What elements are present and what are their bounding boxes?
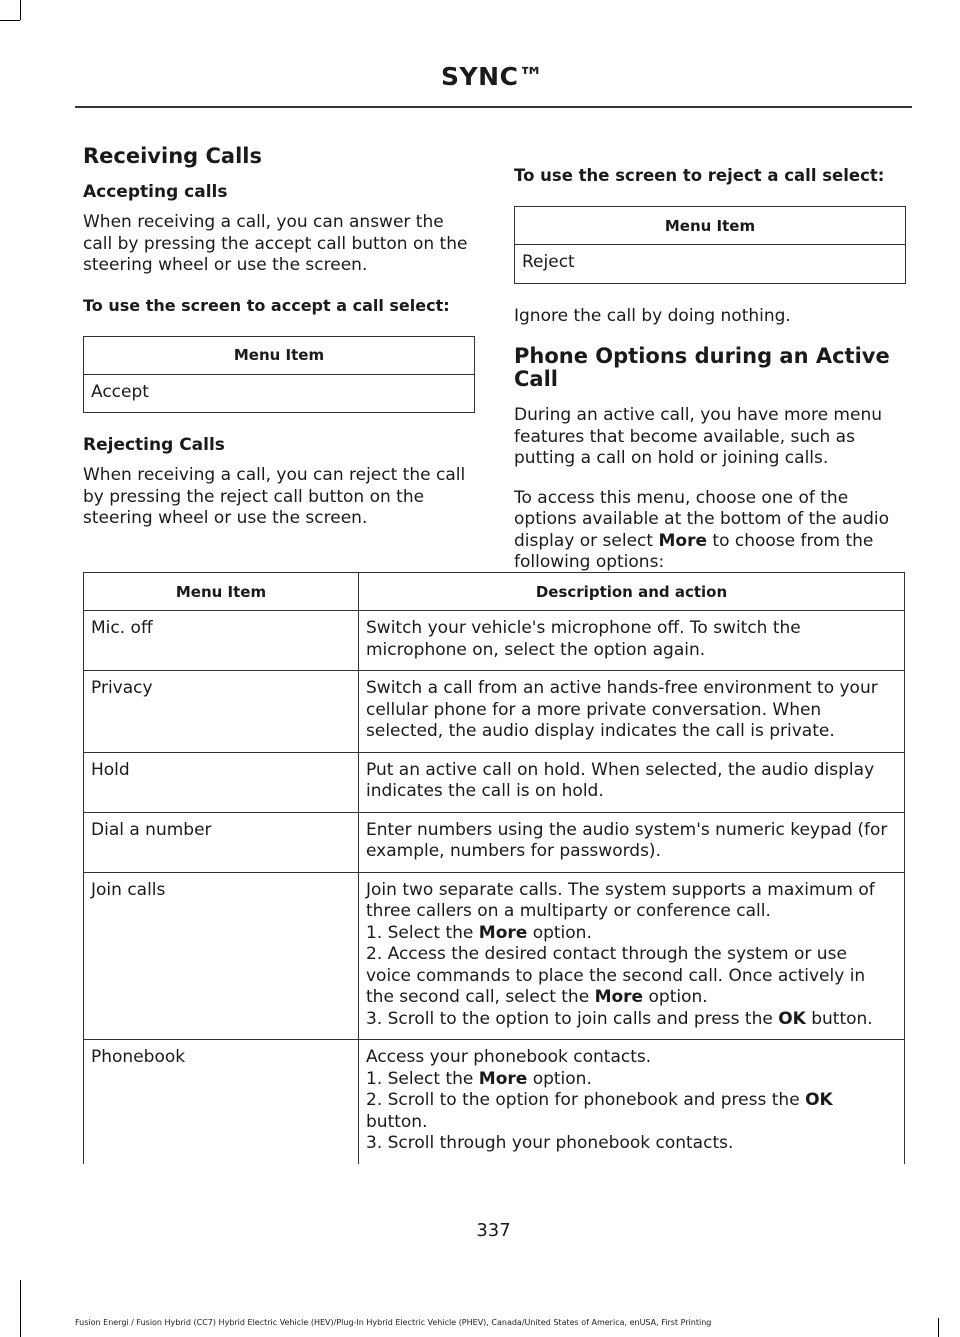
option-item: Privacy	[84, 671, 359, 753]
page-footer: Fusion Energi / Fusion Hybrid (CC7) Hybrid Electric Vehicle (HEV)/Plug-In Hybrid Electric Vehicle (PHEV), Canada/United States of America, enUSA, First Printing	[75, 1318, 712, 1327]
access-keyword: More	[658, 530, 707, 551]
step-post: button.	[805, 1008, 873, 1029]
option-desc-text: Put an active call on hold. When selected, the audio display indicates the call is on hold.	[366, 759, 875, 801]
rejecting-heading: Rejecting Calls	[83, 435, 225, 456]
option-step	[366, 923, 897, 945]
option-description	[359, 872, 905, 1040]
options-title: Phone Options during an Active Call	[514, 344, 890, 392]
option-item: Dial a number	[84, 812, 359, 872]
option-step	[366, 1133, 897, 1155]
option-description	[359, 1040, 905, 1164]
accept-table-header: Menu Item	[84, 336, 475, 374]
step-kw: OK	[778, 1008, 806, 1029]
option-item: Mic. off	[84, 611, 359, 671]
reject-menu-table	[514, 206, 906, 284]
page-number: 337	[476, 1220, 511, 1241]
options-table-body	[84, 611, 905, 1164]
option-desc-text: Switch a call from an active hands-free environment to your cellular phone for a more private conversation. When selected, the audio display indicates the call is private.	[366, 678, 878, 741]
step-kw: More	[478, 922, 528, 943]
option-item: Hold	[84, 752, 359, 812]
option-desc-text: Access your phonebook contacts.	[366, 1047, 652, 1067]
step-post: option.	[527, 922, 592, 943]
options-header-menu: Menu Item	[84, 573, 359, 611]
rejecting-body: When receiving a call, you can reject the call by pressing the reject call button on the steering wheel or use the screen.	[83, 465, 466, 529]
option-desc-text: Join two separate calls. The system supports a maximum of three callers on a multiparty or conference call.	[366, 879, 875, 921]
phone-options-table	[83, 572, 905, 1164]
step-post: button.	[366, 1111, 428, 1132]
crop-mark-top-left	[20, 0, 21, 20]
option-description	[359, 671, 905, 753]
step-pre: 2. Access the desired contact through the system or use voice commands to place the second call. Once actively in the second call, select the	[366, 944, 866, 1007]
reject-intro: To use the screen to reject a call select:	[514, 166, 885, 185]
accepting-body: When receiving a call, you can answer the call by pressing the accept call button on the steering wheel or use the screen.	[83, 212, 468, 276]
table-row	[84, 671, 905, 753]
access-pre: To access this menu, choose one of the options available at the bottom of the audio display or select	[514, 487, 890, 551]
crop-mark-bottom-right	[938, 1318, 939, 1337]
option-description	[359, 752, 905, 812]
step-pre: 2. Scroll to the option for phonebook and press the	[366, 1090, 806, 1110]
options-header-desc: Description and action	[359, 573, 905, 611]
header-rule	[75, 106, 912, 108]
step-post: option.	[643, 987, 708, 1007]
table-row	[84, 1040, 905, 1164]
accepting-heading: Accepting calls	[83, 182, 228, 203]
access-text	[514, 488, 906, 574]
option-step	[366, 1009, 897, 1031]
options-body: During an active call, you have more menu features that become available, such as putting a call on hold or joining calls.	[514, 405, 882, 469]
step-kw: OK	[805, 1090, 833, 1110]
step-pre: 3. Scroll through your phonebook contacts.	[366, 1133, 734, 1153]
reject-table-header: Menu Item	[515, 207, 906, 245]
step-kw: More	[594, 987, 644, 1007]
option-description	[359, 812, 905, 872]
ignore-text: Ignore the call by doing nothing.	[514, 305, 791, 326]
step-pre: 1. Select the	[366, 922, 479, 943]
option-description	[359, 611, 905, 671]
page-header-title: SYNC™	[441, 62, 544, 91]
reject-table-value: Reject	[515, 245, 906, 284]
option-item: Phonebook	[84, 1040, 359, 1164]
option-step	[366, 944, 897, 1009]
table-row	[84, 812, 905, 872]
option-desc-text: Switch your vehicle's microphone off. To switch the microphone on, select the option again.	[366, 618, 801, 660]
crop-mark-top-left-h	[0, 20, 20, 21]
table-row	[84, 872, 905, 1040]
crop-mark-bottom-left	[20, 1280, 21, 1337]
step-kw: More	[478, 1068, 528, 1089]
accept-table-value: Accept	[84, 374, 475, 413]
step-pre: 3. Scroll to the option to join calls and press the	[366, 1008, 779, 1029]
left-column	[83, 145, 475, 548]
accept-menu-table	[83, 336, 475, 414]
option-step	[366, 1069, 897, 1091]
section-title: Receiving Calls	[83, 144, 262, 168]
option-step	[366, 1090, 897, 1133]
step-pre: 1. Select the	[366, 1068, 479, 1089]
step-post: option.	[527, 1068, 592, 1089]
accepting-intro: To use the screen to accept a call select:	[83, 295, 450, 315]
right-column	[514, 165, 906, 592]
option-desc-text: Enter numbers using the audio system's numeric keypad (for example, numbers for passwords).	[366, 819, 888, 861]
option-item: Join calls	[84, 872, 359, 1040]
table-row	[84, 611, 905, 671]
table-row	[84, 752, 905, 812]
access-post: to choose from the following options:	[514, 530, 874, 573]
